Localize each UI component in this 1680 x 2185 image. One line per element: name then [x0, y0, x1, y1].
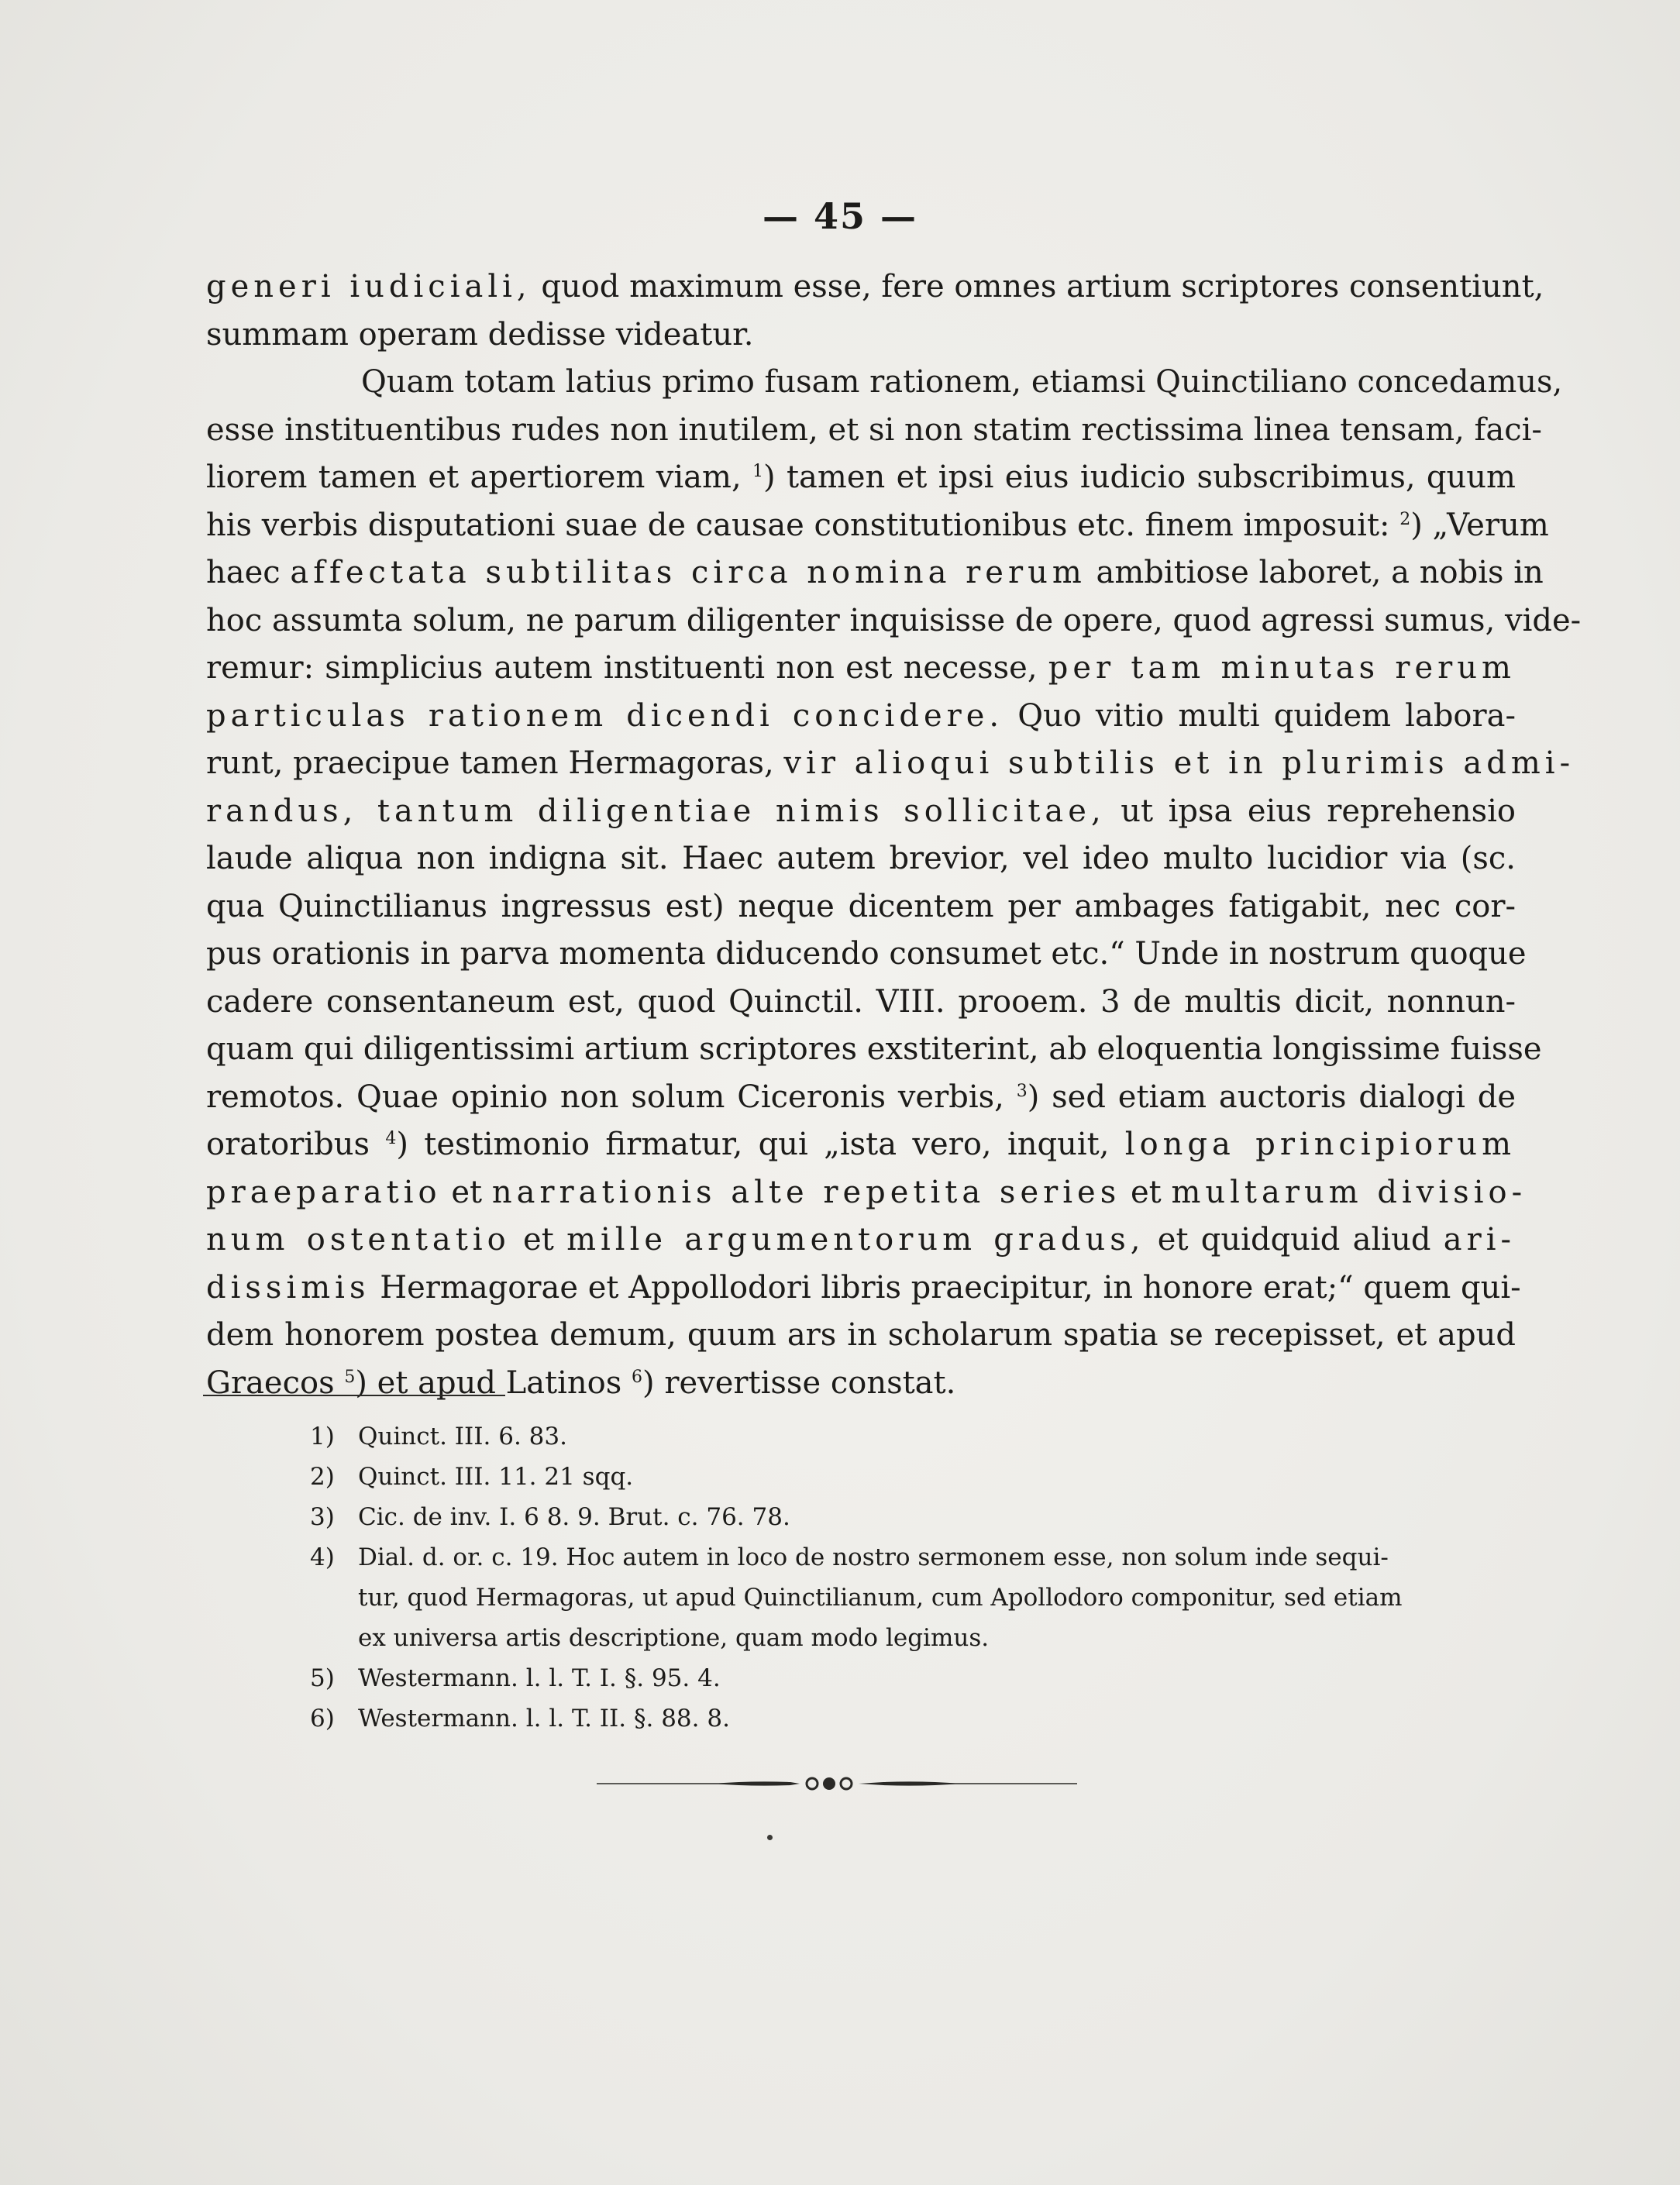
body-line: remotos. Quae opinio non solum Ciceronis verbis, $^3$) sed etiam auctoris dialogi de [206, 1079, 1516, 1115]
footnote-number: 3) [310, 1503, 335, 1531]
body-line: dissimis Hermagorae et Appollodori libris praecipitur, in honore erat;“ quem qui- [206, 1269, 1521, 1306]
footnote-text: Dial. d. or. c. 19. Hoc autem in loco de nostro sermonem esse, non solum inde sequi- [358, 1543, 1389, 1571]
page-number: — 45 — [762, 195, 918, 237]
footnote [310, 1658, 1503, 1698]
footnote-text: Westermann. l. l. T. II. §. 88. 8. [358, 1705, 730, 1733]
footnote [310, 1698, 1503, 1739]
footnote-text: Quinct. III. 6. 83. [358, 1423, 567, 1450]
footnote [310, 1416, 1503, 1457]
footnote-text: ex universa artis descriptione, quam modo legimus. [358, 1624, 990, 1652]
body-line: his verbis disputationi suae de causae constitutionibus etc. finem imposuit: $^2$) „Verum [206, 507, 1549, 543]
body-line: quam qui diligentissimi artium scriptores exstiterint, ab eloquentia longissime fuisse [206, 1031, 1542, 1067]
footnote-number: 6) [310, 1705, 335, 1733]
footnote-number: 4) [310, 1543, 335, 1571]
footnote-text: Quinct. III. 11. 21 sqq. [358, 1463, 634, 1491]
body-line: dem honorem postea demum, quum ars in scholarum spatia se recepisset, et apud [206, 1317, 1516, 1353]
footnote-text: Westermann. l. l. T. I. §. 95. 4. [358, 1664, 721, 1692]
body-line: num ostentatio et mille argumentorum gradus, et quidquid aliud ari- [206, 1222, 1516, 1258]
body-line: runt, praecipue tamen Hermagoras, vir alioqui subtilis et in plurimis admi- [206, 745, 1575, 781]
body-line: pus orationis in parva momenta diducendo consumet etc.“ Unde in nostrum quoque [206, 936, 1527, 972]
ornament-divider [597, 1774, 1077, 1793]
body-line: generi iudiciali, quod maximum esse, fere omnes artium scriptores consentiunt, [206, 269, 1544, 305]
footnote [310, 1457, 1503, 1497]
body-line: summam operam dedisse videatur. [206, 316, 754, 353]
footnote [310, 1537, 1503, 1658]
body-line: Quam totam latius primo fusam rationem, etiamsi Quinctiliano concedamus, [361, 364, 1563, 400]
body-line: particulas rationem dicendi concidere. Quo vitio multi quidem labora- [206, 697, 1516, 734]
footnote [310, 1497, 1503, 1537]
body-line: remur: simplicius autem instituenti non est necesse, per tam minutas rerum [206, 650, 1516, 686]
body-text [206, 263, 1582, 1407]
footnote-number: 5) [310, 1664, 335, 1692]
body-line: esse instituentibus rudes non inutilem, et si non statim rectissima linea tensam, faci- [206, 411, 1542, 448]
footnote-text: Cic. de inv. I. 6 8. 9. Brut. c. 76. 78. [358, 1503, 790, 1531]
body-line: liorem tamen et apertiorem viam, $^1$) tamen et ipsi eius iudicio subscribimus, quum [206, 459, 1516, 495]
body-line: laude aliqua non indigna sit. Haec autem brevior, vel ideo multo lucidior via (sc. [206, 841, 1516, 876]
footnote-number: 1) [310, 1423, 335, 1450]
footnote-text: tur, quod Hermagoras, ut apud Quinctilianum, cum Apollodoro componitur, sed etiam [358, 1584, 1403, 1612]
body-line: praeparatio et narrationis alte repetita series et multarum divisio- [206, 1174, 1527, 1210]
bleed-through [783, 132, 876, 155]
footnote-number: 2) [310, 1463, 335, 1491]
body-line: haec affectata subtilitas circa nomina rerum ambitiose laboret, a nobis in [206, 555, 1544, 590]
body-line: oratoribus $^4$) testimonio firmatur, qui „ista vero, inquit, longa principiorum [206, 1127, 1516, 1162]
body-line: qua Quinctilianus ingressus est) neque dicentem per ambages fatigabit, nec cor- [206, 888, 1516, 924]
body-line: cadere consentaneum est, quod Quinctil. VIII. prooem. 3 de multis dicit, nonnun- [206, 983, 1516, 1020]
footnote-rule [203, 1395, 505, 1396]
body-line: hoc assumta solum, ne parum diligenter inquisisse de opere, quod agressi sumus, vide- [206, 602, 1582, 638]
body-line: randus, tantum diligentiae nimis sollicitae, ut ipsa eius reprehensio [206, 793, 1516, 829]
footnotes [310, 1416, 1503, 1739]
ink-speck [767, 1835, 773, 1840]
body-line: Graecos $^5$) et apud Latinos $^6$) revertisse constat. [206, 1364, 956, 1401]
